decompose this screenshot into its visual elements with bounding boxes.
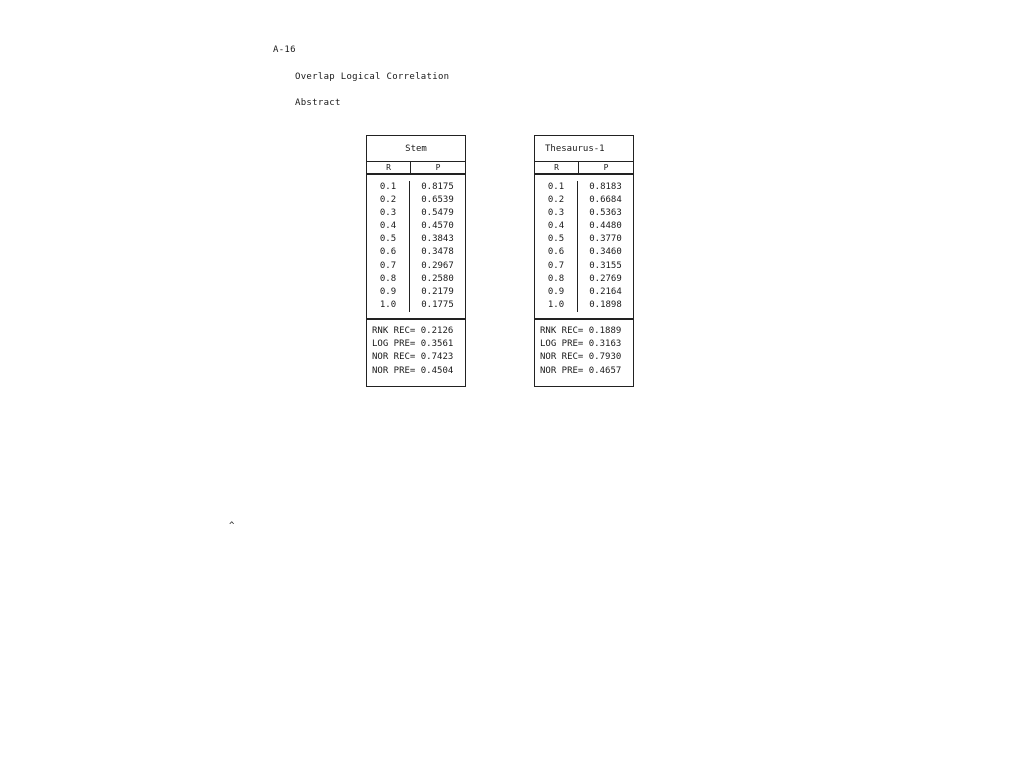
summary-line: LOG PRE= 0.3561 [372,339,454,350]
precision-value: 0.4570 [421,221,454,232]
summary-line: RNK REC= 0.1889 [540,325,622,336]
precision-column [410,181,465,312]
recall-value: 0.3 [547,208,565,219]
precision-value: 0.3478 [421,247,454,258]
table-body [367,175,465,320]
recall-value: 0.9 [379,286,397,297]
recall-value: 0.3 [379,208,397,219]
recall-value: 1.0 [379,299,397,310]
recall-value: 0.7 [547,260,565,271]
recall-value: 0.2 [379,195,397,206]
precision-value: 0.8183 [589,182,622,192]
summary-line: NOR PRE= 0.4657 [540,365,622,376]
table-title: Thesaurus-1 [535,136,633,162]
precision-value: 0.2164 [589,286,622,297]
precision-value: 0.6539 [421,195,454,206]
precision-value: 0.4480 [589,221,622,232]
precision-value: 0.3155 [589,260,622,271]
precision-value: 0.3770 [589,234,622,245]
summary-line: RNK REC= 0.2126 [372,325,454,336]
precision-value: 0.1775 [421,299,454,310]
summary-line: NOR REC= 0.7423 [372,352,454,363]
table-title: Stem [367,136,465,162]
recall-value: 0.1 [547,182,565,192]
summary-line: NOR PRE= 0.4504 [372,365,454,376]
precision-value: 0.3460 [589,247,622,258]
recall-value: 0.4 [547,221,565,232]
precision-value: 0.1898 [589,299,622,310]
recall-value: 0.5 [547,234,565,245]
precision-column [578,181,633,312]
column-header-p: P [603,163,609,172]
recall-value: 0.9 [547,286,565,297]
recall-value: 0.4 [379,221,397,232]
summary-line: LOG PRE= 0.3163 [540,339,622,350]
summary-block [367,320,465,382]
recall-value: 0.8 [379,273,397,284]
precision-value: 0.2967 [421,260,454,271]
table-body [535,175,633,320]
recall-value: 0.2 [547,195,565,206]
recall-value: 0.1 [379,182,397,192]
thesaurus-table [534,135,634,387]
column-header-r: R [367,162,411,173]
report-subheading: Abstract [295,98,341,108]
stray-mark: ^ [229,521,235,531]
recall-value: 1.0 [547,299,565,310]
recall-value: 0.8 [547,273,565,284]
recall-column [535,181,578,312]
precision-value: 0.2580 [421,273,454,284]
report-heading: Overlap Logical Correlation [295,72,450,82]
column-headers [367,162,465,175]
column-header-p: P [435,163,441,172]
stem-table [366,135,466,387]
recall-value: 0.6 [547,247,565,258]
recall-column [367,181,410,312]
precision-value: 0.5479 [421,208,454,219]
precision-value: 0.6684 [589,195,622,206]
precision-value: 0.5363 [589,208,622,219]
page-label: A-16 [273,45,296,55]
column-header-r: R [535,162,579,173]
recall-value: 0.7 [379,260,397,271]
precision-value: 0.3843 [421,234,454,245]
summary-line: NOR REC= 0.7930 [540,352,622,363]
precision-value: 0.2179 [421,286,454,297]
column-headers [535,162,633,175]
precision-value: 0.8175 [421,182,454,192]
precision-value: 0.2769 [589,273,622,284]
summary-block [535,320,633,382]
recall-value: 0.6 [379,247,397,258]
recall-value: 0.5 [379,234,397,245]
